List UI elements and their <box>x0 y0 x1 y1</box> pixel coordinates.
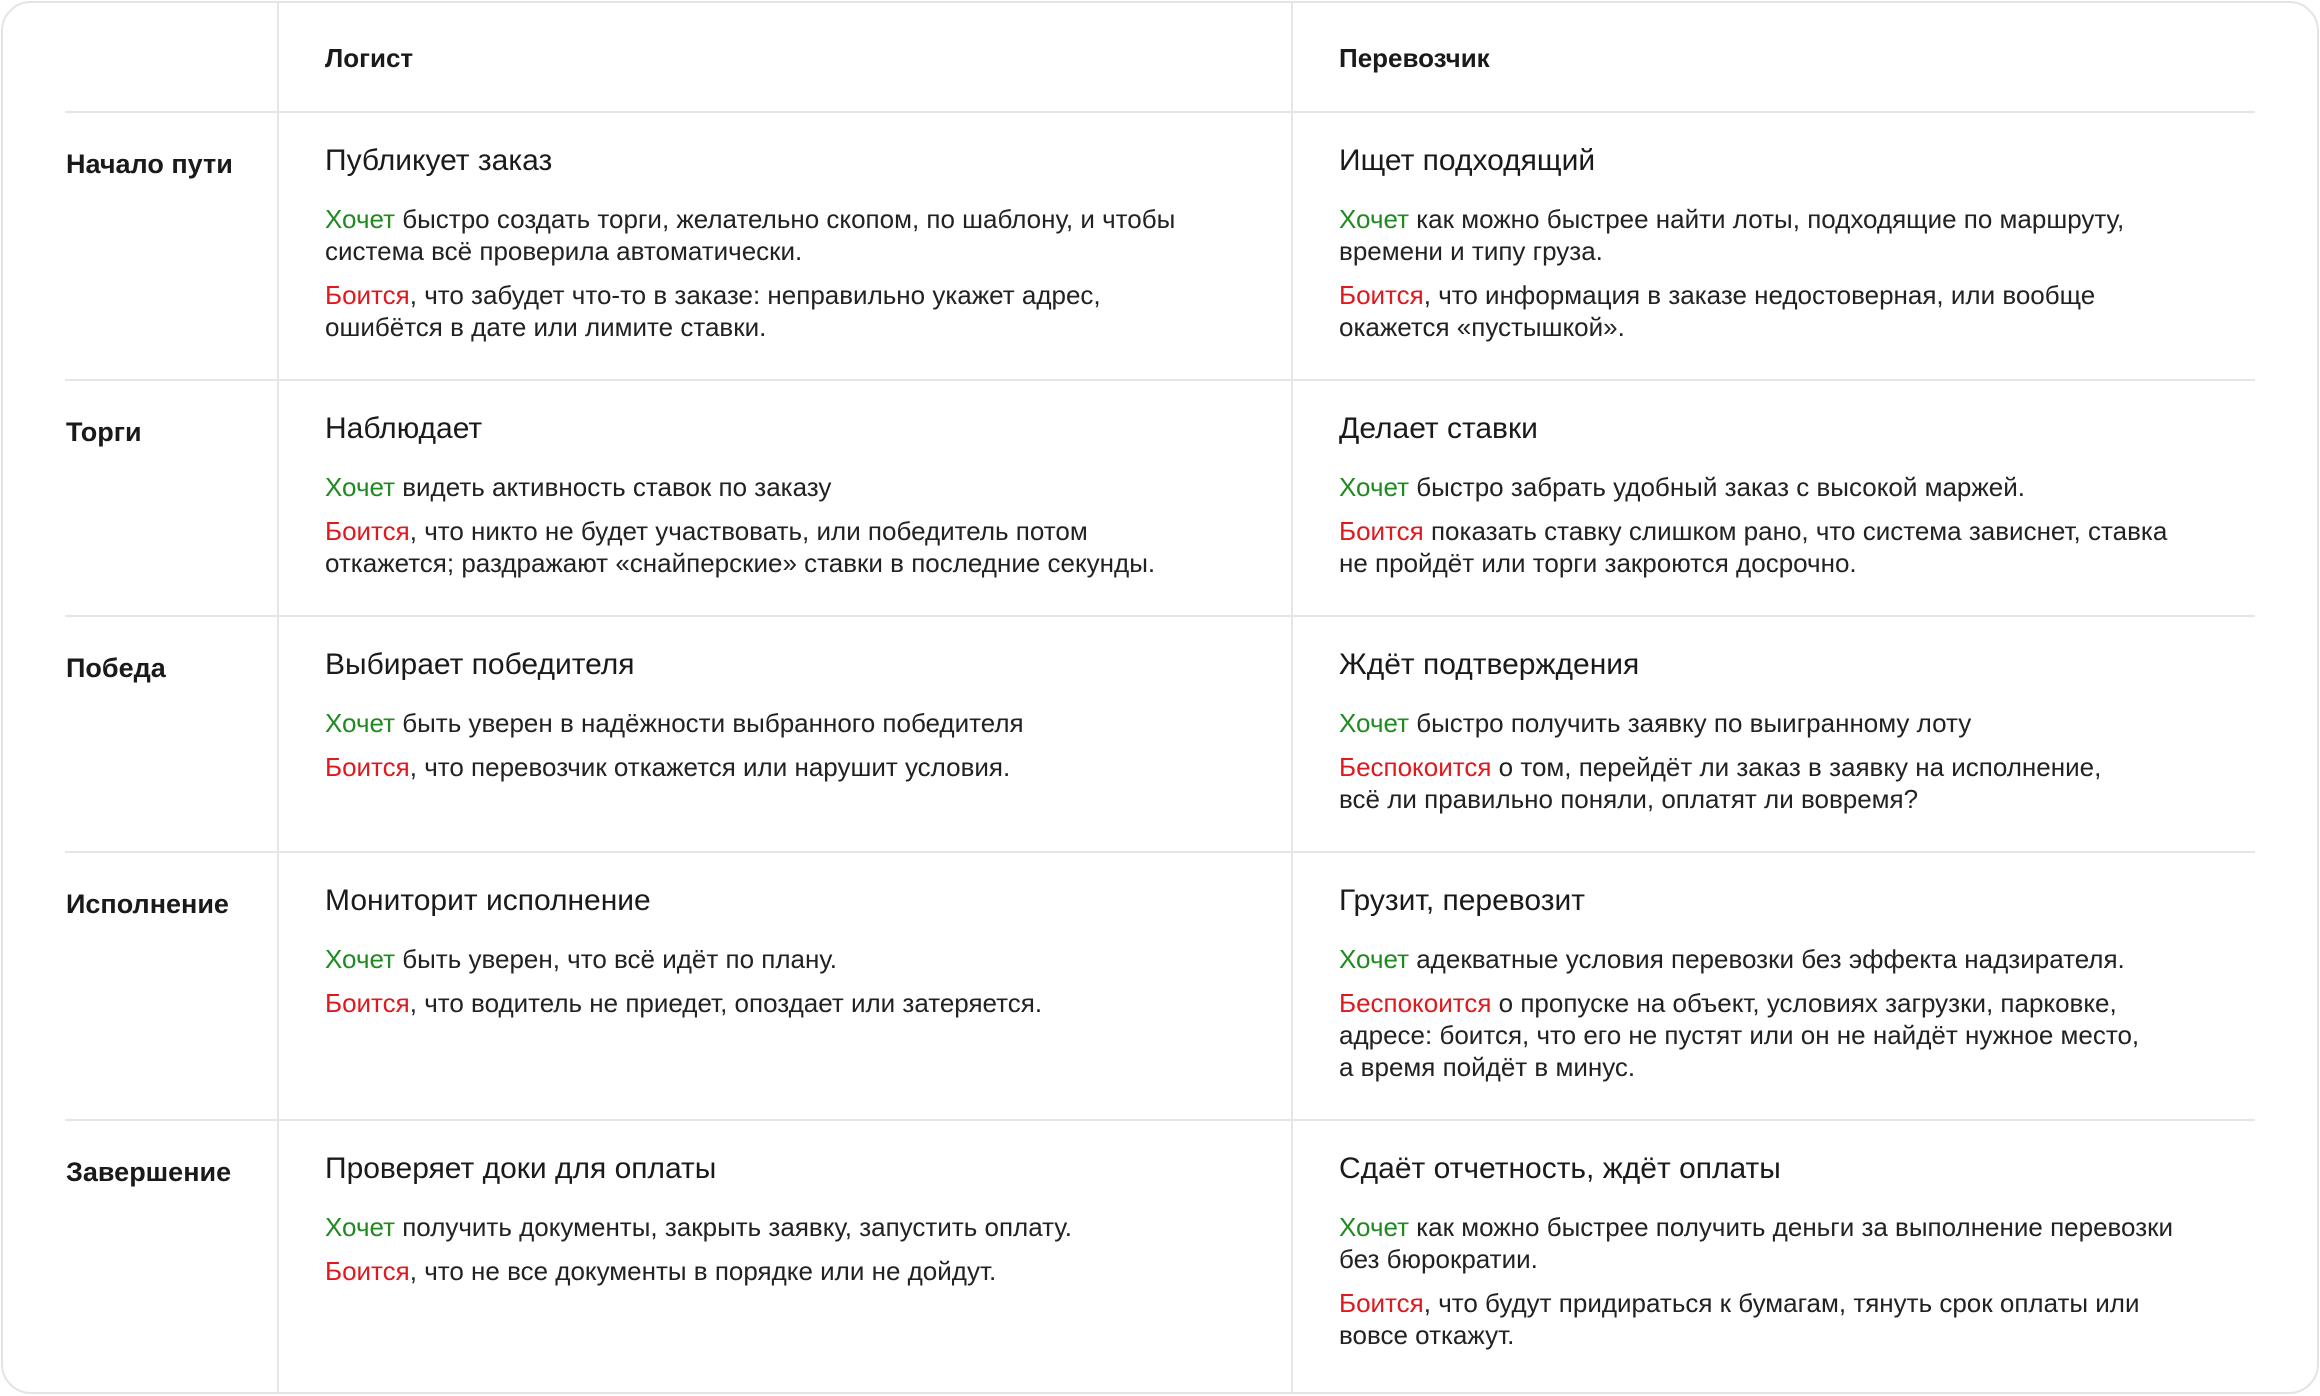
cell-title: Сдаёт отчетность, ждёт оплаты <box>1339 1152 1781 1185</box>
carrier-cell <box>1339 409 2289 579</box>
cell-title: Делает ставки <box>1339 412 1538 445</box>
cell-title: Выбирает победителя <box>325 648 635 681</box>
fear-text: , что водитель не приедет, опоздает или затеряется. <box>409 988 1043 1018</box>
want-paragraph <box>1339 471 2289 503</box>
want-keyword: Хочет <box>1339 204 1409 234</box>
cell-title: Наблюдает <box>325 412 483 445</box>
want-paragraph <box>325 1211 1275 1243</box>
fear-text: о том, перейдёт ли заказ в заявку на исполнение, всё ли правильно поняли, оплатят ли вовремя? <box>1339 752 2102 814</box>
fear-paragraph <box>325 1255 1275 1287</box>
fear-text: , что не все документы в порядке или не дойдут. <box>409 1256 997 1286</box>
cell-title: Мониторит исполнение <box>325 884 651 917</box>
row-divider <box>65 1119 2255 1121</box>
stage-label: Начало пути <box>66 149 233 179</box>
journey-table <box>1 1 2319 1394</box>
fear-keyword: Боится <box>325 516 410 546</box>
want-keyword: Хочет <box>325 1212 395 1242</box>
want-keyword: Хочет <box>325 204 395 234</box>
want-paragraph <box>1339 707 2289 739</box>
want-text: как можно быстрее получить деньги за выполнение перевозки без бюрократии. <box>1339 1212 2174 1274</box>
want-keyword: Хочет <box>325 472 395 502</box>
want-text: быть уверен, что всё идёт по плану. <box>395 944 837 974</box>
fear-paragraph <box>1339 751 2289 815</box>
carrier-cell <box>1339 1149 2289 1351</box>
cell-title: Публикует заказ <box>325 144 553 177</box>
fear-keyword: Боится <box>325 752 410 782</box>
fear-paragraph <box>1339 987 2289 1083</box>
row-divider <box>65 379 2255 381</box>
carrier-cell <box>1339 141 2289 343</box>
fear-paragraph <box>325 515 1275 579</box>
fear-keyword: Боится <box>325 988 410 1018</box>
fear-keyword: Беспокоится <box>1339 988 1492 1018</box>
fear-text: , что никто не будет участвовать, или победитель потом откажется; раздражают «снайперские» ставки в последние секунды. <box>325 516 1156 578</box>
fear-keyword: Боится <box>325 280 410 310</box>
fear-text: , что будут придираться к бумагам, тянуть срок оплаты или вовсе откажут. <box>1339 1288 2140 1350</box>
logist-cell <box>325 409 1275 579</box>
cell-title: Ждёт подтверждения <box>1339 648 1640 681</box>
want-keyword: Хочет <box>1339 708 1409 738</box>
want-text: быстро создать торги, желательно скопом, по шаблону, и чтобы система всё проверила автоматически. <box>325 204 1176 266</box>
want-text: адекватные условия перевозки без эффекта надзирателя. <box>1409 944 2125 974</box>
stage-label: Победа <box>66 653 166 683</box>
want-keyword: Хочет <box>325 708 395 738</box>
fear-keyword: Боится <box>325 1256 410 1286</box>
fear-keyword: Боится <box>1339 1288 1424 1318</box>
want-text: быстро получить заявку по выигранному лоту <box>1409 708 1972 738</box>
logist-cell <box>325 1149 1275 1287</box>
want-text: видеть активность ставок по заказу <box>395 472 832 502</box>
fear-paragraph <box>1339 515 2289 579</box>
logist-cell <box>325 141 1275 343</box>
want-keyword: Хочет <box>1339 472 1409 502</box>
want-keyword: Хочет <box>1339 1212 1409 1242</box>
fear-keyword: Боится <box>1339 516 1424 546</box>
stage-label: Исполнение <box>66 889 229 919</box>
column-header-carrier: Перевозчик <box>1339 43 1490 73</box>
want-keyword: Хочет <box>1339 944 1409 974</box>
fear-paragraph <box>325 279 1275 343</box>
logist-cell <box>325 645 1275 783</box>
fear-paragraph <box>325 987 1275 1019</box>
want-text: быть уверен в надёжности выбранного победителя <box>395 708 1024 738</box>
fear-text: , что перевозчик откажется или нарушит условия. <box>409 752 1011 782</box>
fear-text: , что информация в заказе недостоверная, или вообще окажется «пустышкой». <box>1339 280 2096 342</box>
want-paragraph <box>1339 1211 2289 1275</box>
column-divider-1 <box>277 3 279 1392</box>
fear-keyword: Беспокоится <box>1339 752 1492 782</box>
want-keyword: Хочет <box>325 944 395 974</box>
column-header-logist: Логист <box>325 43 414 73</box>
fear-paragraph <box>1339 279 2289 343</box>
fear-keyword: Боится <box>1339 280 1424 310</box>
fear-text: показать ставку слишком рано, что система зависнет, ставка не пройдёт или торги закроются досрочно. <box>1339 516 2168 578</box>
logist-cell <box>325 881 1275 1019</box>
cell-title: Ищет подходящий <box>1339 144 1596 177</box>
cell-title: Грузит, перевозит <box>1339 884 1586 917</box>
want-paragraph <box>1339 943 2289 975</box>
fear-paragraph <box>1339 1287 2289 1351</box>
row-divider <box>65 615 2255 617</box>
stage-label: Завершение <box>66 1157 232 1187</box>
row-divider <box>65 851 2255 853</box>
fear-text: о пропуске на объект, условиях загрузки, парковке, адресе: боится, что его не пустят или он не найдёт нужное место, а время пойдёт в минус. <box>1339 988 2140 1082</box>
column-divider-2 <box>1291 3 1293 1392</box>
row-divider <box>65 111 2255 113</box>
fear-paragraph <box>325 751 1275 783</box>
want-paragraph <box>325 471 1275 503</box>
want-paragraph <box>325 203 1275 267</box>
cell-title: Проверяет доки для оплаты <box>325 1152 717 1185</box>
want-paragraph <box>1339 203 2289 267</box>
stage-label: Торги <box>66 417 142 447</box>
want-text: как можно быстрее найти лоты, подходящие по маршруту, времени и типу груза. <box>1339 204 2125 266</box>
carrier-cell <box>1339 645 2289 815</box>
fear-text: , что забудет что-то в заказе: неправильно укажет адрес, ошибётся в дате или лимите ставки. <box>325 280 1101 342</box>
want-paragraph <box>325 707 1275 739</box>
want-text: получить документы, закрыть заявку, запустить оплату. <box>395 1212 1072 1242</box>
want-paragraph <box>325 943 1275 975</box>
want-text: быстро забрать удобный заказ с высокой маржей. <box>1409 472 2025 502</box>
carrier-cell <box>1339 881 2289 1083</box>
